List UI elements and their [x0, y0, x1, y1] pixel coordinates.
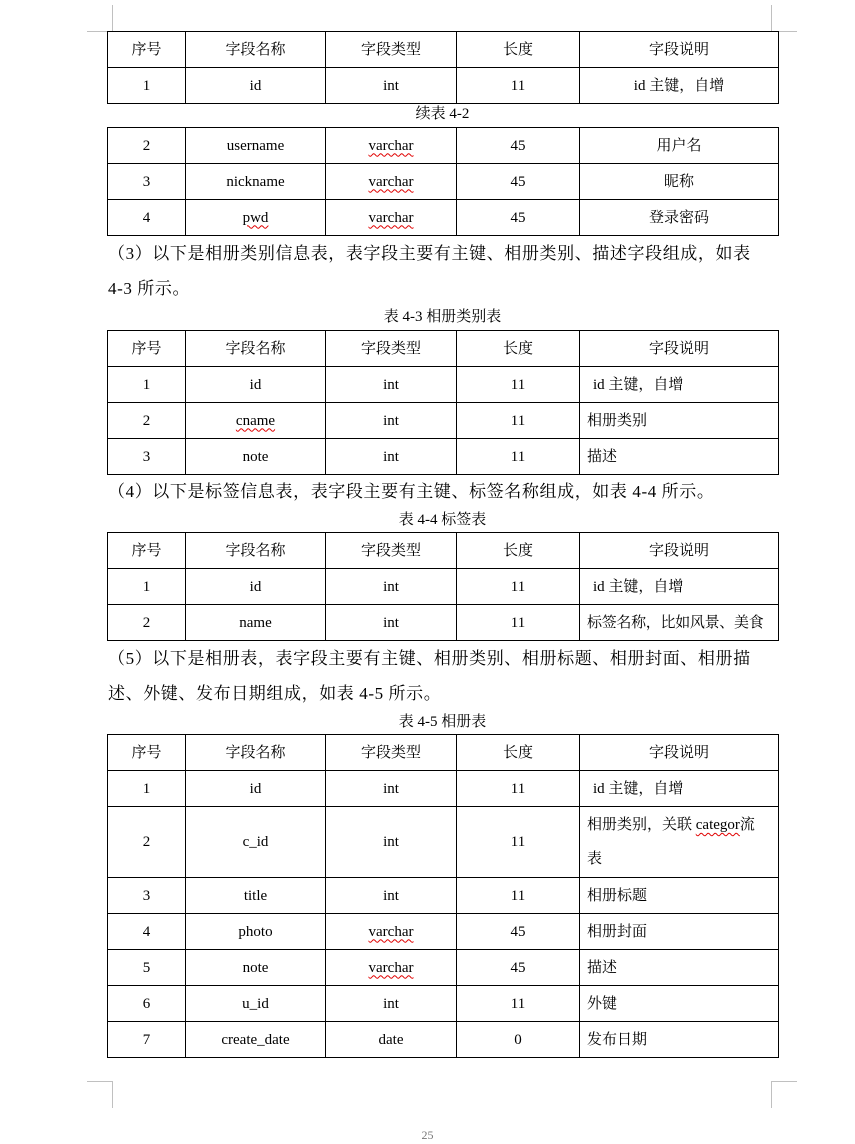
cell-field-name: c_id: [186, 807, 326, 878]
cell-index: 3: [108, 439, 186, 475]
cell-index: 2: [108, 605, 186, 641]
cell-description: 描述: [580, 950, 779, 986]
table-row: [108, 569, 779, 605]
table-row: [108, 403, 779, 439]
header-cell-index: 序号: [108, 32, 186, 68]
cell-description: 外键: [580, 986, 779, 1022]
cell-field-name: username: [186, 128, 326, 164]
paragraph-4-line-1: （4）以下是标签信息表，表字段主要有主键、标签名称组成，如表 4-4 所示。: [108, 482, 715, 501]
description-line-1: [587, 808, 778, 842]
table-row: [108, 950, 779, 986]
table-row: [108, 605, 779, 641]
cell-index: 3: [108, 164, 186, 200]
margin-mark-bottom-left-v: [112, 1081, 113, 1108]
paragraph-3-line-1: （3）以下是相册类别信息表，表字段主要有主键、相册类别、描述字段组成，如表: [108, 244, 751, 263]
cell-description: 标签名称，比如风景、美食: [580, 605, 779, 641]
cell-field-name: id: [186, 569, 326, 605]
header-cell-field-type: 字段类型: [326, 331, 457, 367]
table-row: [108, 914, 779, 950]
paragraph-3-line-2: 4-3 所示。: [108, 279, 191, 298]
cell-description: 相册类别: [580, 403, 779, 439]
cell-index: 2: [108, 403, 186, 439]
cell-index: 5: [108, 950, 186, 986]
table-4-2-part1: [107, 31, 779, 104]
table-row: [108, 439, 779, 475]
cell-length: 0: [457, 1022, 580, 1058]
cell-length: 11: [457, 403, 580, 439]
spellcheck-word: pwd: [242, 209, 269, 226]
cell-field-type: [326, 200, 457, 236]
spellcheck-word: varchar: [368, 923, 414, 940]
table-row: [108, 164, 779, 200]
cell-field-type: int: [326, 439, 457, 475]
table-header-row: [108, 735, 779, 771]
cell-field-name: id: [186, 771, 326, 807]
cell-description: id 主键，自增: [580, 68, 779, 104]
cell-field-type: [326, 128, 457, 164]
header-cell-index: 序号: [108, 735, 186, 771]
table-row: [108, 1022, 779, 1058]
header-cell-field-type: 字段类型: [326, 533, 457, 569]
cell-length: 11: [457, 878, 580, 914]
cell-field-name: [186, 200, 326, 236]
cell-field-type: int: [326, 403, 457, 439]
page-number: 25: [421, 1128, 434, 1142]
cell-length: 45: [457, 200, 580, 236]
header-cell-description: 字段说明: [580, 32, 779, 68]
caption-table-4-2-continued: 续表 4-2: [415, 106, 470, 122]
cell-field-type: int: [326, 986, 457, 1022]
table-row: [108, 200, 779, 236]
cell-length: 45: [457, 128, 580, 164]
cell-description: id 主键，自增: [580, 569, 779, 605]
cell-field-type: [326, 950, 457, 986]
margin-mark-bottom-left-h: [87, 1081, 113, 1082]
header-cell-field-name: 字段名称: [186, 533, 326, 569]
cell-length: 11: [457, 986, 580, 1022]
cell-description: 描述: [580, 439, 779, 475]
cell-description: 发布日期: [580, 1022, 779, 1058]
spellcheck-word: varchar: [368, 173, 414, 190]
cell-index: 3: [108, 878, 186, 914]
cell-length: 45: [457, 164, 580, 200]
cell-description: id 主键，自增: [580, 367, 779, 403]
spellcheck-word: varchar: [368, 209, 414, 226]
description-line-2: 表: [587, 851, 603, 867]
cell-description: 相册标题: [580, 878, 779, 914]
header-cell-description: 字段说明: [580, 533, 779, 569]
cell-index: 4: [108, 914, 186, 950]
description-text: 相册类别，关联: [587, 817, 696, 833]
margin-mark-bottom-right-v: [771, 1081, 772, 1108]
cell-length: 11: [457, 569, 580, 605]
cell-length: 11: [457, 439, 580, 475]
caption-table-4-5: 表 4-5 相册表: [398, 714, 487, 730]
header-cell-description: 字段说明: [580, 331, 779, 367]
cell-field-type: int: [326, 605, 457, 641]
cell-description: id 主键，自增: [580, 771, 779, 807]
spellcheck-word: varchar: [368, 959, 414, 976]
table-row: [108, 771, 779, 807]
spellcheck-word: categor: [695, 817, 740, 833]
cell-field-name: title: [186, 878, 326, 914]
cell-field-type: int: [326, 807, 457, 878]
cell-index: 2: [108, 807, 186, 878]
header-cell-length: 长度: [457, 331, 580, 367]
cell-field-name: name: [186, 605, 326, 641]
cell-index: 6: [108, 986, 186, 1022]
cell-field-name: photo: [186, 914, 326, 950]
paragraph-5-line-2: 述、外键、发布日期组成，如表 4-5 所示。: [108, 684, 442, 703]
cell-length: 11: [457, 807, 580, 878]
cell-field-name: [186, 403, 326, 439]
cell-description: 相册封面: [580, 914, 779, 950]
table-row: [108, 68, 779, 104]
header-cell-length: 长度: [457, 32, 580, 68]
header-cell-description: 字段说明: [580, 735, 779, 771]
margin-mark-top-right-v: [771, 5, 772, 31]
header-cell-field-name: 字段名称: [186, 32, 326, 68]
cell-field-type: int: [326, 771, 457, 807]
table-4-4: [107, 532, 779, 641]
margin-mark-top-left-v: [112, 5, 113, 31]
cell-index: 1: [108, 771, 186, 807]
table-4-3: [107, 330, 779, 475]
cell-field-type: int: [326, 878, 457, 914]
table-row: [108, 807, 779, 878]
cell-index: 1: [108, 569, 186, 605]
header-cell-length: 长度: [457, 533, 580, 569]
table-row: [108, 878, 779, 914]
cell-field-name: u_id: [186, 986, 326, 1022]
cell-index: 7: [108, 1022, 186, 1058]
cell-index: 4: [108, 200, 186, 236]
spellcheck-word: cname: [235, 412, 276, 429]
cell-field-type: int: [326, 367, 457, 403]
table-4-5: [107, 734, 779, 1058]
table-row: [108, 986, 779, 1022]
cell-field-type: [326, 164, 457, 200]
caption-table-4-3: 表 4-3 相册类别表: [383, 309, 502, 325]
table-4-2-part2: [107, 127, 779, 236]
header-cell-field-type: 字段类型: [326, 735, 457, 771]
caption-table-4-4: 表 4-4 标签表: [398, 512, 487, 528]
cell-length: 45: [457, 914, 580, 950]
cell-field-type: [326, 914, 457, 950]
header-cell-field-type: 字段类型: [326, 32, 457, 68]
cell-field-name: id: [186, 367, 326, 403]
cell-field-name: create_date: [186, 1022, 326, 1058]
table-header-row: [108, 533, 779, 569]
cell-field-type: date: [326, 1022, 457, 1058]
cell-field-type: int: [326, 68, 457, 104]
table-row: [108, 128, 779, 164]
cell-description: 昵称: [580, 164, 779, 200]
table-header-row: [108, 331, 779, 367]
cell-field-name: note: [186, 439, 326, 475]
description-text: 流: [739, 817, 755, 833]
cell-field-name: note: [186, 950, 326, 986]
cell-description: 用户名: [580, 128, 779, 164]
cell-index: 1: [108, 68, 186, 104]
header-cell-field-name: 字段名称: [186, 735, 326, 771]
header-cell-index: 序号: [108, 331, 186, 367]
cell-index: 1: [108, 367, 186, 403]
cell-length: 45: [457, 950, 580, 986]
cell-description: 登录密码: [580, 200, 779, 236]
table-header-row: [108, 32, 779, 68]
header-cell-index: 序号: [108, 533, 186, 569]
cell-length: 11: [457, 68, 580, 104]
cell-description: [580, 807, 779, 878]
header-cell-length: 长度: [457, 735, 580, 771]
cell-index: 2: [108, 128, 186, 164]
cell-field-name: nickname: [186, 164, 326, 200]
table-row: [108, 367, 779, 403]
cell-length: 11: [457, 771, 580, 807]
header-cell-field-name: 字段名称: [186, 331, 326, 367]
cell-field-type: int: [326, 569, 457, 605]
cell-length: 11: [457, 605, 580, 641]
cell-length: 11: [457, 367, 580, 403]
cell-field-name: id: [186, 68, 326, 104]
spellcheck-word: varchar: [368, 137, 414, 154]
paragraph-5-line-1: （5）以下是相册表，表字段主要有主键、相册类别、相册标题、相册封面、相册描: [108, 649, 751, 668]
margin-mark-bottom-right-h: [771, 1081, 797, 1082]
